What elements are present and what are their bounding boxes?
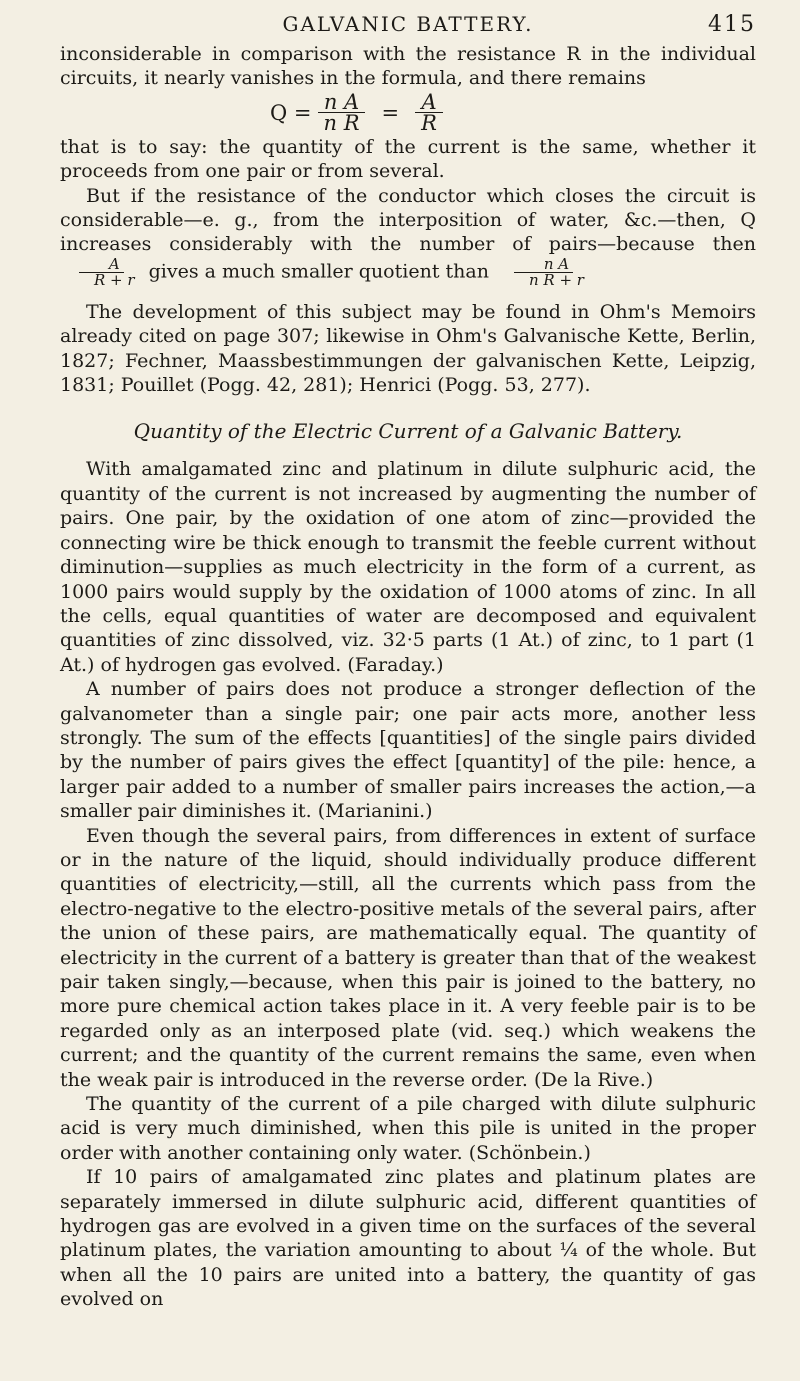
paragraph-2: that is to say: the quantity of the current is the same, whether it proceeds from one pair or from several. (60, 135, 756, 183)
fraction-numerator: A (415, 92, 442, 113)
fraction-denominator: R (421, 111, 437, 136)
paragraph-8: The quantity of the current of a pile charged with dilute sulphuric acid is very much diminished, when this pile is united in the proper order with another containing only water. (Schönbein.) (60, 1093, 756, 1164)
inline-fraction-a-r-plus-r (64, 254, 139, 289)
section-heading: Quantity of the Electric Current of a Galvanic Battery. (133, 419, 683, 444)
fraction-denominator: n R (323, 111, 360, 136)
running-head (60, 12, 756, 42)
paragraph-references: The development of this subject may be found in Ohm's Memoirs already cited on page 307; likewise in Ohm's Galvanische Kette, Berlin, 1827; Fechner, Maassbestimmungen der galvanischen Kette, Leipzig, 1831; Pouillet (Pogg. 42, 281); Henrici (Pogg. 53, 277). (60, 300, 756, 397)
paragraph-3-text-before: But if the resistance of the conductor which closes the circuit is considerable—e. g., from the interposition of water, &c.—then, Q increases considerably with the number of pairs—because then (60, 184, 756, 256)
paragraph-3 (60, 184, 756, 288)
equation-equals: = (381, 100, 400, 125)
fraction-denominator: n R + r (528, 270, 584, 289)
equation-fraction-a-r (415, 90, 443, 136)
paragraph-1: inconsiderable in comparison with the resistance R in the individual circuits, it nearly vanishes in the formula, and there remains (60, 43, 756, 90)
page-header-title: GALVANIC BATTERY. (282, 12, 534, 36)
fraction-numerator: A (79, 257, 124, 273)
paragraph-6: A number of pairs does not produce a stronger deflection of the galvanometer than a single pair; one pair acts more, another less strongly. The sum of the effects [quantities] of the single pairs divided by the number of pairs gives the effect [quantity] of the pile: hence, a larger pair added to a number of smaller pairs increases the action,—a smaller pair diminishes it. (Marianini.) (60, 678, 756, 823)
equation-fraction-na-nr (318, 90, 366, 136)
book-page (0, 12, 800, 1381)
inline-fraction-na-nr-plus-r (499, 254, 588, 289)
equation-lhs: Q = (270, 100, 312, 125)
fraction-numerator: n A (514, 257, 573, 273)
fraction-denominator: R + r (94, 270, 135, 289)
equation-q (60, 91, 756, 135)
paragraph-5: With amalgamated zinc and platinum in dilute sulphuric acid, the quantity of the current is not increased by augmenting the number of pairs. One pair, by the oxidation of one atom of zinc—provided the connecting wire be thick enough to transmit the feeble current without diminution—supplies as much electricity in the form of a current, as 1000 pairs would supply by the oxidation of 1000 atoms of zinc. In all the cells, equal quantities of water are decomposed and equivalent quantities of zinc dissolved, viz. 32·5 parts (1 At.) of zinc, to 1 part (1 At.) of hydrogen gas evolved. (Faraday.) (60, 458, 756, 676)
paragraph-3-text-mid: gives a much smaller quotient than (148, 260, 489, 283)
paragraph-7: Even though the several pairs, from differences in extent of surface or in the nature of the liquid, should individually produce different quantities of electricity,—still, all the currents which pass from the electro-negative to the electro-positive metals of the several pairs, after the union of these pairs, are mathematically equal. The quantity of electricity in the current of a battery is greater than that of the weakest pair taken singly,—because, when this pair is joined to the battery, no more pure chemical action takes place in it. A very feeble pair is to be regarded only as an interposed plate (vid. seq.) which weakens the current; and the quantity of the current remains the same, even when the weak pair is introduced in the reverse order. (De la Rive.) (60, 824, 756, 1091)
page-number: 415 (708, 12, 756, 37)
fraction-numerator: n A (318, 92, 365, 113)
paragraph-9: If 10 pairs of amalgamated zinc plates and platinum plates are separately immersed in dilute sulphuric acid, different quantities of hydrogen gas are evolved in a given time on the surfaces of the several platinum plates, the variation amounting to about ¼ of the whole. But when all the 10 pairs are united into a battery, the quantity of gas evolved on (60, 1166, 756, 1311)
